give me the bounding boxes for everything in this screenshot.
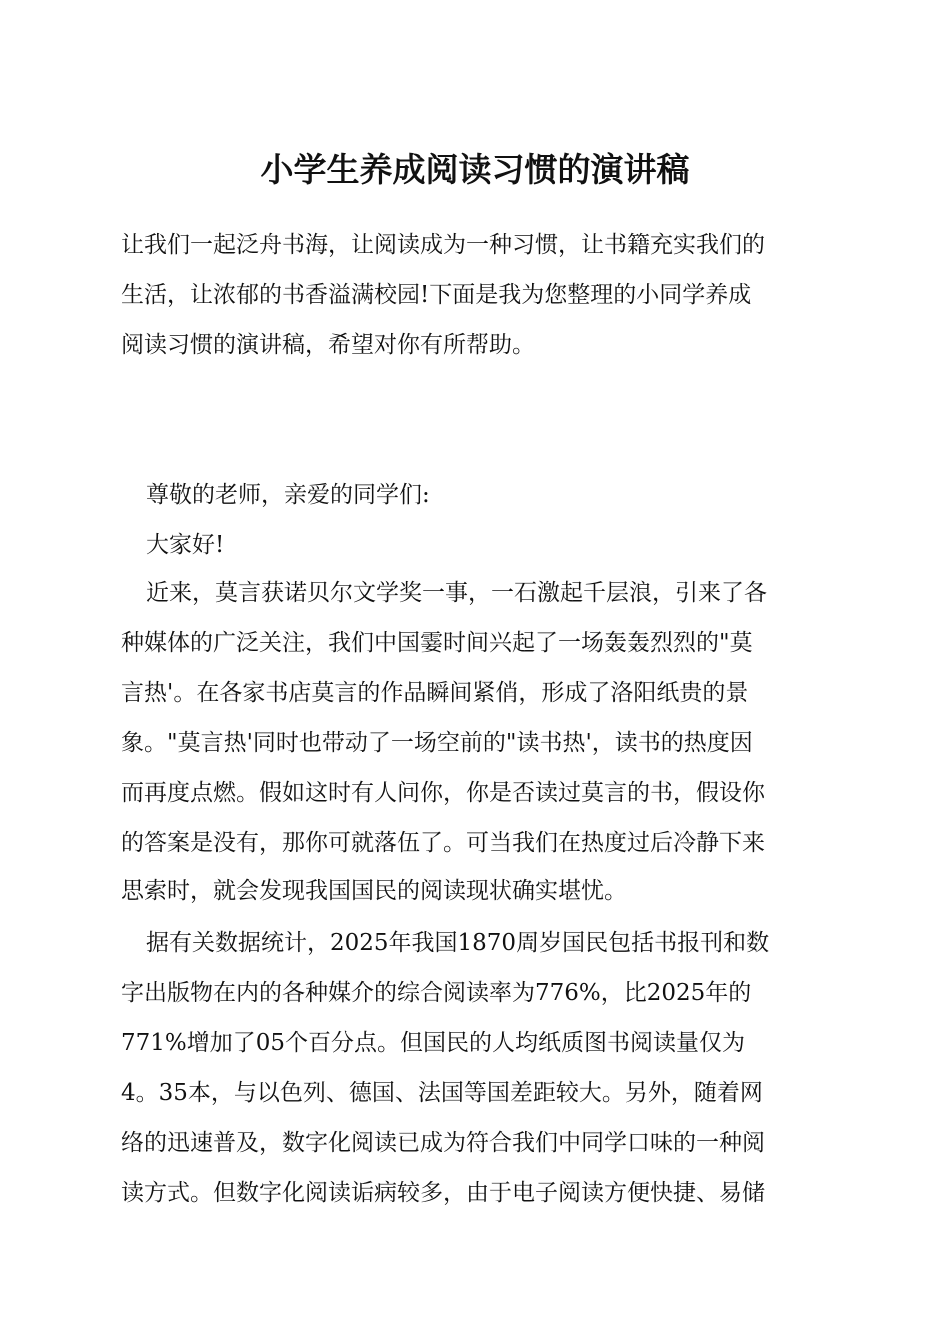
paragraph-line: 象。"莫言热'同时也带动了一场空前的"读书热'，读书的热度因 bbox=[121, 730, 753, 756]
greeting-line: 尊敬的老师，亲爱的同学们: bbox=[146, 482, 430, 508]
paragraph-line: 771%增加了05个百分点。但国民的人均纸质图书阅读量仅为 bbox=[121, 1030, 746, 1056]
paragraph-line: 据有关数据统计，2025年我国1870周岁国民包括书报刊和数 bbox=[146, 930, 770, 956]
paragraph-line: 字出版物在内的各种媒介的综合阅读率为776%，比2025年的 bbox=[121, 980, 752, 1006]
paragraph-line: 读方式。但数字化阅读诟病较多，由于电子阅读方便快捷、易储 bbox=[121, 1180, 765, 1206]
intro-line: 生活，让浓郁的书香溢满校园!下面是我为您整理的小同学养成 bbox=[121, 282, 752, 308]
intro-line: 让我们一起泛舟书海，让阅读成为一种习惯，让书籍充实我们的 bbox=[121, 232, 765, 258]
intro-line: 阅读习惯的演讲稿，希望对你有所帮助。 bbox=[121, 332, 535, 358]
paragraph-line: 近来，莫言获诺贝尔文学奖一事，一石激起千层浪，引来了各 bbox=[146, 580, 767, 606]
paragraph-line: 而再度点燃。假如这时有人问你，你是否读过莫言的书，假设你 bbox=[121, 780, 765, 806]
paragraph-line: 4。35本，与以色列、德国、法国等国差距较大。另外，随着网 bbox=[121, 1080, 763, 1106]
paragraph-line: 言热'。在各家书店莫言的作品瞬间紧俏，形成了洛阳纸贵的景 bbox=[121, 680, 749, 706]
paragraph-line: 络的迅速普及，数字化阅读已成为符合我们中同学口味的一种阅 bbox=[121, 1130, 765, 1156]
paragraph-line: 种媒体的广泛关注，我们中国霎时间兴起了一场轰轰烈烈的"莫 bbox=[121, 630, 753, 656]
paragraph-line: 思索时，就会发现我国国民的阅读现状确实堪忧。 bbox=[121, 878, 627, 904]
paragraph-line: 的答案是没有，那你可就落伍了。可当我们在热度过后冷静下来 bbox=[121, 830, 765, 856]
hello-line: 大家好! bbox=[146, 532, 225, 558]
document-title: 小学生养成阅读习惯的演讲稿 bbox=[260, 150, 690, 189]
